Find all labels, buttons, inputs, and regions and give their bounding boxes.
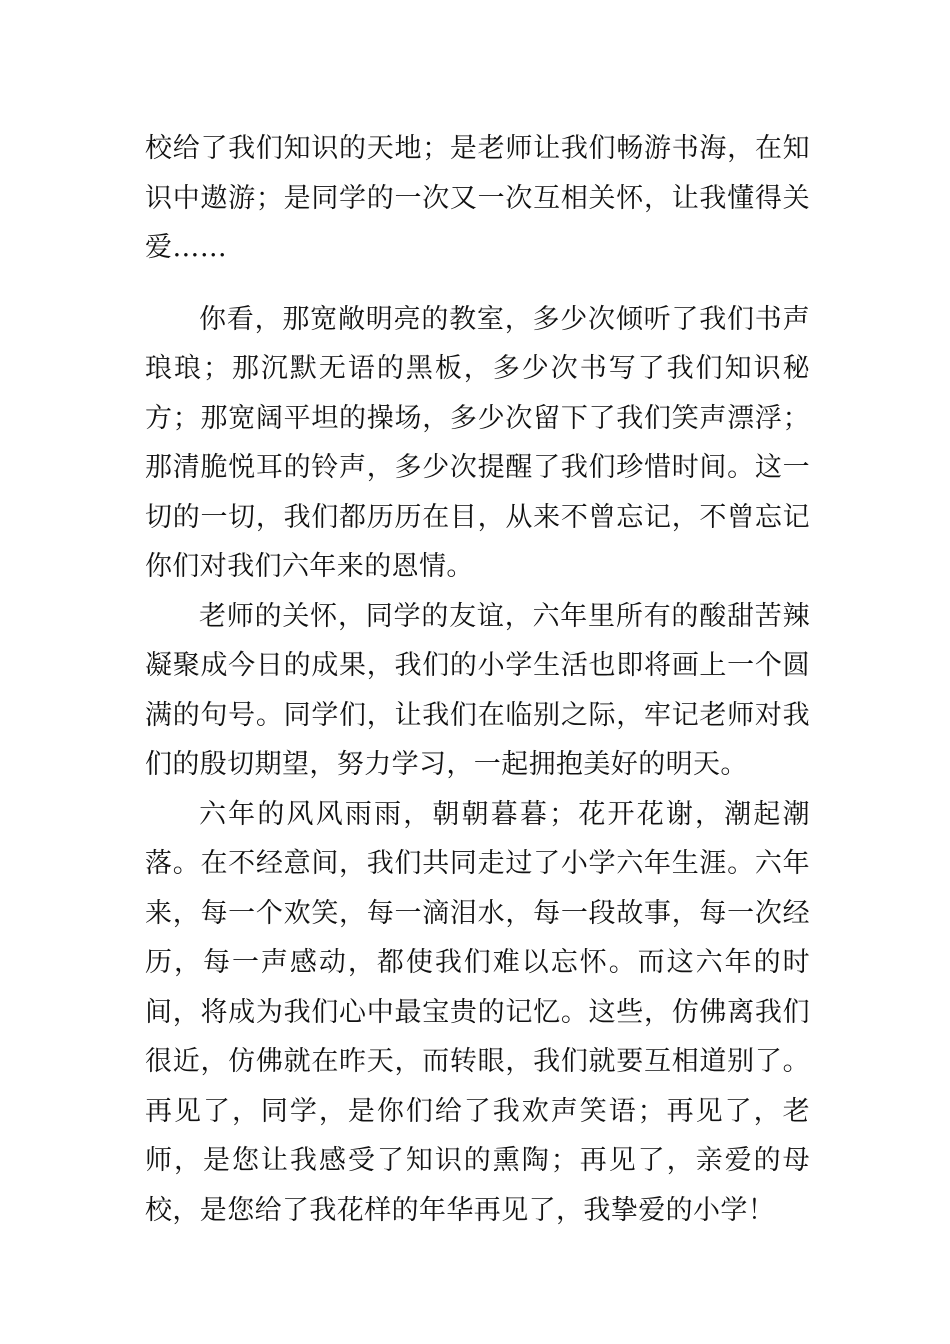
paragraph-2: 你看，那宽敞明亮的教室，多少次倾听了我们书声琅琅；那沉默无语的黑板，多少次书写了我们知识秘方；那宽阔平坦的操场，多少次留下了我们笑声漂浮；那清脆悦耳的铃声，多少次提醒了我们珍惜时间。这一切的一切，我们都历历在目，从来不曾忘记，不曾忘记你们对我们六年来的恩情。: [145, 303, 810, 582]
paragraph-4: 六年的风风雨雨，朝朝暮暮；花开花谢，潮起潮落。在不经意间，我们共同走过了小学六年生涯。六年来，每一个欢笑，每一滴泪水，每一段故事，每一次经历，每一声感动，都使我们难以忘怀。而这六年的时间，将成为我们心中最宝贵的记忆。这些，仿佛离我们很近，仿佛就在昨天，而转眼，我们就要互相道别了。再见了，同学，是你们给了我欢声笑语；再见了，老师，是您让我感受了知识的熏陶；再见了，亲爱的母校，是您给了我花样的年华再见了，我挚爱的小学！: [145, 798, 810, 1226]
document-body: [145, 124, 810, 1235]
paragraph-1: 校给了我们知识的天地；是老师让我们畅游书海，在知识中遨游；是同学的一次又一次互相关怀，让我懂得关爱……: [145, 133, 810, 263]
paragraph-3: 老师的关怀，同学的友谊，六年里所有的酸甜苦辣凝聚成今日的成果，我们的小学生活也即将画上一个圆满的句号。同学们，让我们在临别之际，牢记老师对我们的殷切期望，努力学习，一起拥抱美好的明天。: [145, 600, 810, 780]
